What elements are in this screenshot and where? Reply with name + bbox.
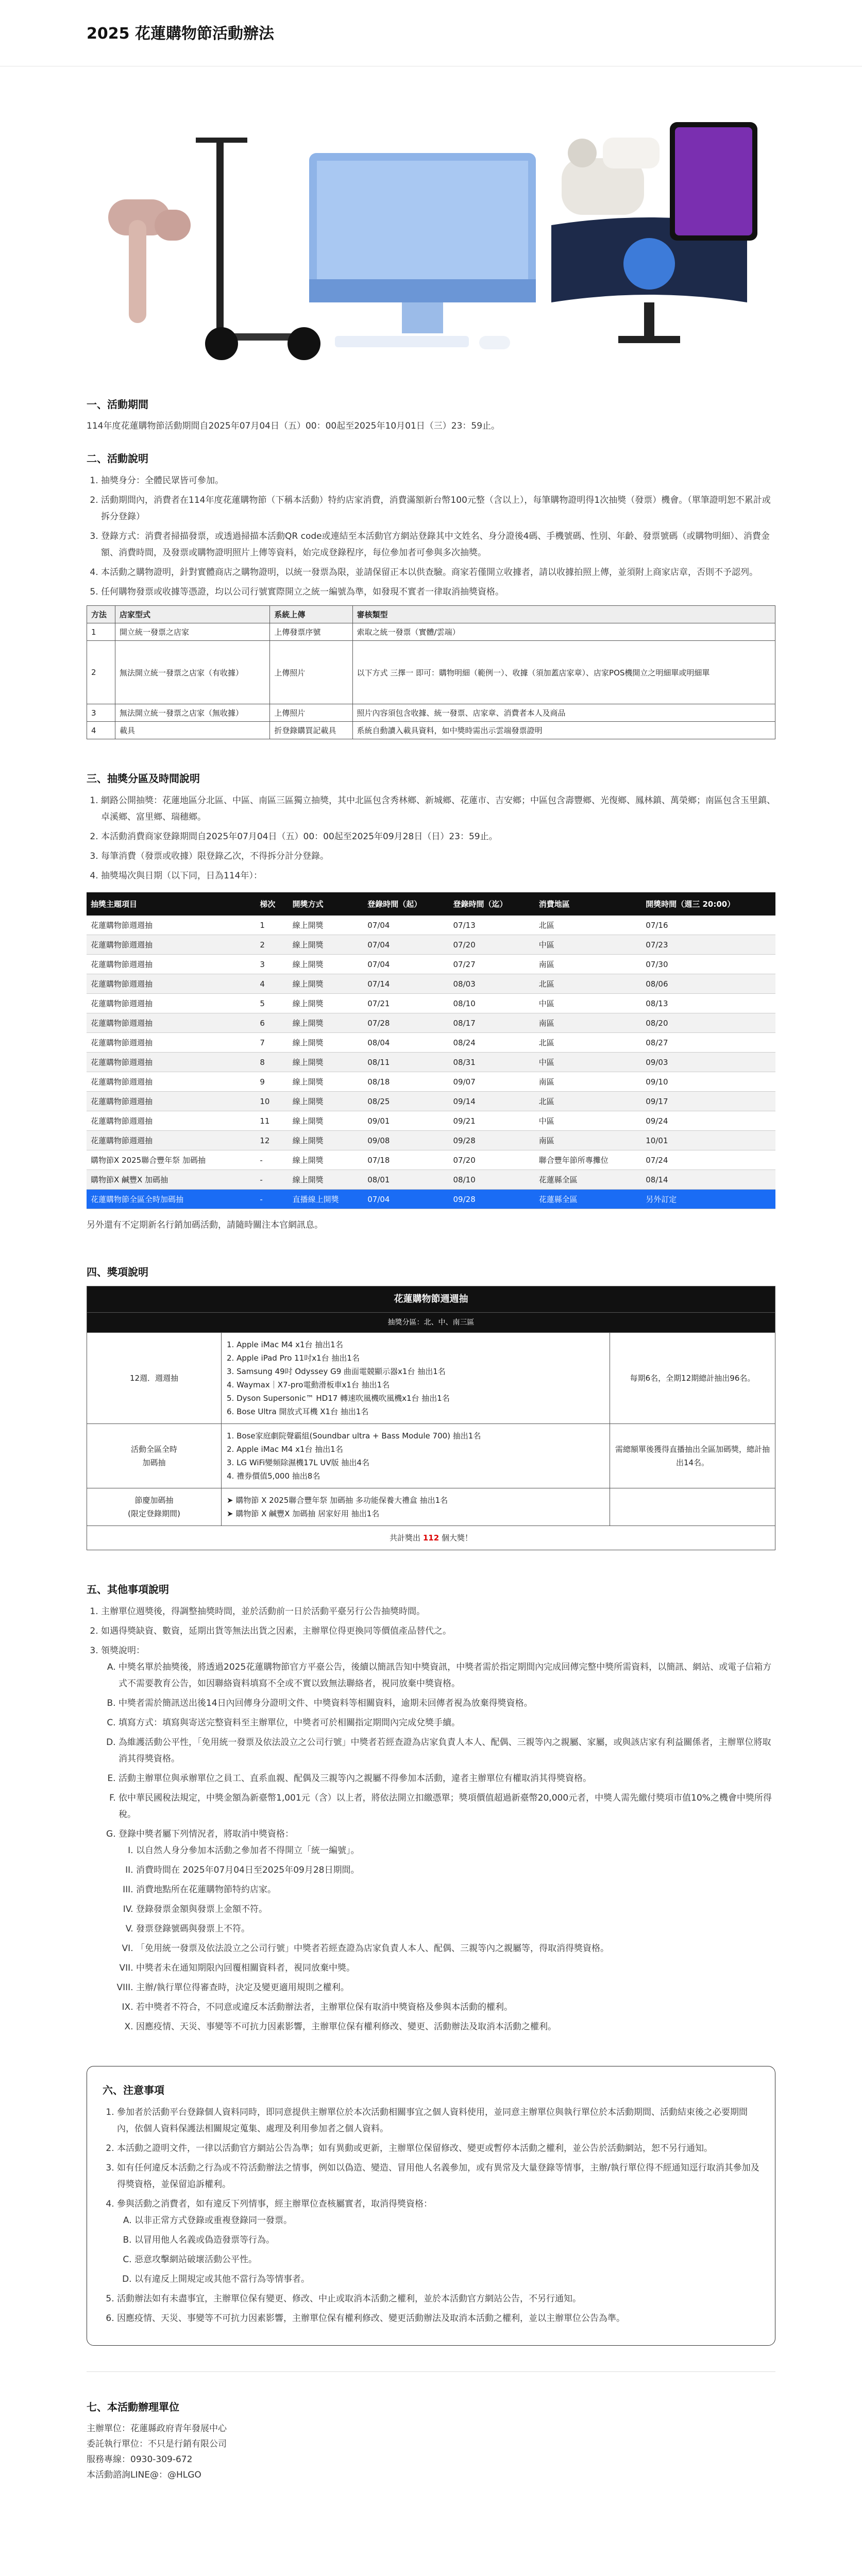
table-cell: 8 [256,1053,288,1072]
table-cell: 系統自動讀入載具資料，如中獎時需出示雲端發票證明 [352,722,775,739]
table-cell: 07/04 [363,955,449,974]
disqualify-sublist [119,1842,775,2035]
table-cell: 08/25 [363,1092,449,1111]
table-row [87,641,775,704]
table-cell: 08/31 [449,1053,535,1072]
draw-schedule-table [87,892,775,1209]
table-cell: 07/04 [363,935,449,955]
table-cell: 08/11 [363,1053,449,1072]
prizes-illustration [0,91,862,380]
table-row [87,1488,775,1526]
table-cell: 07/20 [449,935,535,955]
list-item: 5. 活動辦法如有未盡事宜，主辦單位保有變更、修改、中止或取消本活動之權利，並於本活動官方網站公告，不另行通知。 [117,2291,759,2307]
list-item: 2. 本活動消費商家登錄期間自2025年07月04日（五）00：00起至2025年09月28日（日）23：59止。 [101,828,775,845]
table-cell: 無法開立統一發票之店家（有收據） [115,641,269,704]
table-header: 系統上傳 [270,606,352,623]
table-cell: 無法開立統一發票之店家（無收據） [115,704,269,722]
table-row [87,1150,775,1170]
table-cell: 08/18 [363,1072,449,1092]
table-row [87,916,775,935]
list-item: III. 消費地點所在花蓮購物節特約店家。 [136,1882,775,1898]
notice-box [87,2066,775,2346]
table-header: 開獎方式 [289,892,364,916]
prize-items: ➤ 購物節 X 2025聯合豐年祭 加碼抽 多功能保養大禮盒 抽出1名 ➤ 購物節 X 鹹豐X 加碼抽 居家好用 抽出1名 [222,1488,610,1526]
list-item: B. 中獎者需於簡訊送出後14日內回傳身分證明文件、中獎資料等相關資料，逾期未回傳者視為放棄得獎資格。 [119,1695,775,1711]
total-number: 112 [422,1533,440,1543]
table-cell: 上傳照片 [270,641,352,704]
table-cell: 4 [256,974,288,994]
prize-label: 活動全區全時 加碼抽 [87,1424,222,1488]
table-header: 登錄時間（起） [363,892,449,916]
table-cell: 中區 [535,994,641,1013]
table-cell: 09/10 [641,1072,775,1092]
table-cell: 7 [256,1033,288,1053]
list-item: 3. 登錄方式：消費者掃描發票，或透過掃描本活動QR code或連結至本活動官方網站登錄其中文姓名、身分證後4碼、手機號碼、性別、年齡、發票號碼（或購物明細）、消費金額、消費時間，及發票或購物證明照片上傳等資料，始完成登錄程序，每位參加者可參與多次抽獎。 [101,528,775,561]
table-cell: 09/28 [449,1190,535,1209]
table-header: 審核類型 [352,606,775,623]
list-item: VII. 中獎者未在通知期限內回覆相關資料者，視同放棄中獎。 [136,1960,775,1976]
prize-table [87,1286,775,1550]
table-cell: 07/13 [449,916,535,935]
prize-items: 1. Apple iMac M4 x1台 抽出1名 2. Apple iPad Pro 11吋x1台 抽出1名 3. Samsung 49吋 Odyssey G9 曲面電競顯示器x1台 抽出1名 4. Waymax｜X7-pro電動滑板車x1台 抽出1名 5. Dyson Supersonic™ HD17 轉速吹風機吹風機x1台 抽出1名 6. Bose Ultra 開放式耳機 X1台 抽出1名 [222,1333,610,1424]
table-cell: 3 [87,704,115,722]
speaker-icon [603,138,660,168]
table-cell: 07/28 [363,1013,449,1033]
table-header: 抽獎主題項目 [87,892,256,916]
table-cell: 索取之統一發票（實體/雲端） [352,623,775,641]
table-cell: 08/06 [641,974,775,994]
table-cell: 07/30 [641,955,775,974]
table-cell: 線上開獎 [289,1111,364,1131]
table-cell: 08/04 [363,1033,449,1053]
table-cell: 07/18 [363,1150,449,1170]
table-cell: 直播線上開獎 [289,1190,364,1209]
total-prefix: 共計獎出 [390,1533,421,1543]
table-cell: 南區 [535,1072,641,1092]
prize-note: 需總額單後獲得直播抽出全區加碼獎，總計抽出14名。 [610,1424,775,1488]
table-cell: 07/20 [449,1150,535,1170]
table-cell: 09/07 [449,1072,535,1092]
table-row [87,955,775,974]
hair-dryer-icon [108,199,191,323]
table-row [87,1033,775,1053]
list-item: 1. 主辦單位週獎後，得調整抽獎時間，並於活動前一日於活動平臺另行公告抽獎時間。 [101,1603,775,1620]
list-item: C. 惡意攻擊網站破壞活動公平性。 [134,2251,759,2268]
list-item: 1. 網路公開抽獎：花蓮地區分北區、中區、南區三區獨立抽獎，其中北區包含秀林鄉、新城鄉、花蓮市、吉安鄉；中區包含壽豐鄉、光復鄉、鳳林鎮、萬榮鄉；南區包含玉里鎮、卓溪鄉、富里鄉、瑞穗鄉。 [101,792,775,825]
table-cell: 線上開獎 [289,994,364,1013]
table-row [87,1170,775,1190]
table-row [87,994,775,1013]
prize-note [610,1488,775,1526]
list-item: D. 為維護活動公平性，「免用統一發票及依法設立之公司行號」中獎者若經查證為店家負責人本人、配偶、三親等內之親屬、家屬，或與該店家有利益關係者，主辦單位將取消其得獎資格。 [119,1734,775,1767]
list-item: II. 消費時間在 2025年07月04日至2025年09月28日期間。 [136,1862,775,1878]
table-row [87,1092,775,1111]
table-row [87,1333,775,1424]
list-item-text: 登錄中獎者屬下列情況者，將取消中獎資格： [119,1829,294,1839]
list-item: 4. 本活動之購物證明，針對實體商店之購物證明，以統一發票為限，並請保留正本以供查驗。商家若僅開立收據者，請以收據拍照上傳，並須附上商家店章，否則不予認列。 [101,564,775,581]
table-cell: 花蓮縣全區 [535,1190,641,1209]
list-item: F. 依中華民國稅法規定，中獎金額為新臺幣1,001元（含）以上者，將依法開立扣繳憑單；獎項價值超過新臺幣20,000元者，中獎人需先繳付獎項市值10%之機會中獎所得稅。 [119,1790,775,1823]
organizer-line: 委託執行單位：不只是行銷有限公司 [87,2439,227,2449]
table-cell: 07/04 [363,1190,449,1209]
list-item: A. 以非正常方式登錄或重複登錄同一發票。 [134,2212,759,2229]
table-cell: 08/13 [641,994,775,1013]
table-cell: 08/27 [641,1033,775,1053]
table-header: 店家型式 [115,606,269,623]
table-cell: 07/14 [363,974,449,994]
table-cell: 1 [87,623,115,641]
list-item [119,1826,775,2035]
table-cell: 北區 [535,916,641,935]
prize-items: 1. Bose家庭劇院聲霸組(Soundbar ultra + Bass Module 700) 抽出1名 2. Apple iMac M4 x1台 抽出1名 3. LG WiFi變頻除濕機17L UV版 抽出4名 4. 禮券價值5,000 抽出8名 [222,1424,610,1488]
table-cell: 08/03 [449,974,535,994]
table-cell: 中區 [535,935,641,955]
table-cell: 08/17 [449,1013,535,1033]
table-row [87,935,775,955]
organizer-section [87,2371,775,2483]
table-cell: 6 [256,1013,288,1033]
table-row [87,704,775,722]
table-cell: 09/24 [641,1111,775,1131]
upload-method-table [87,605,775,739]
table-cell: 12 [256,1131,288,1150]
hero-prizes-image [0,91,862,380]
table-cell: 09/08 [363,1131,449,1150]
list-item: V. 發票登錄號碼與發票上不符。 [136,1921,775,1937]
table-cell: 1 [256,916,288,935]
table-cell: 花蓮購物節週週抽 [87,1111,256,1131]
list-item: 1. 抽獎身分：全體民眾皆可參加。 [101,472,775,489]
table-row [87,722,775,739]
table-row [87,1131,775,1150]
table-cell: 南區 [535,1131,641,1150]
table-cell: 線上開獎 [289,1033,364,1053]
list-item: 6. 因應疫情、天災、事變等不可抗力因素影響，主辦單位保有權利修改、變更活動辦法及取消本活動之權利，並以主辦單位公告為準。 [117,2310,759,2327]
list-item: IX. 若中獎者不符合，不同意或違反本活動辦法者，主辦單位保有取消中獎資格及參與本活動的權利。 [136,1999,775,2015]
table-cell: 載具 [115,722,269,739]
list-item: VI. 「免用統一發票及依法設立之公司行號」中獎者若經查證為店家負責人本人、配偶、三親等內之親屬等，得取消得獎資格。 [136,1940,775,1957]
table-cell: 10 [256,1092,288,1111]
list-item: D. 以有違反上開規定或其他不當行為等情事者。 [134,2271,759,2287]
tablet-icon [670,122,757,241]
table-cell: 4 [87,722,115,739]
table-cell: - [256,1150,288,1170]
table-cell: 09/17 [641,1092,775,1111]
table-cell: 3 [256,955,288,974]
table-row [87,1424,775,1488]
table-cell: 中區 [535,1053,641,1072]
table-cell: 花蓮購物節週週抽 [87,1092,256,1111]
table-cell: - [256,1190,288,1209]
prize-label: 12週．週週抽 [87,1333,222,1424]
list-item: 4. 抽獎場次與日期（以下同，日為114年）： [101,868,775,884]
table-cell: 5 [256,994,288,1013]
draw-note: 另外還有不定期新名行銷加碼活動，請隨時關注本官網訊息。 [87,1220,323,1230]
table-cell: 08/10 [449,994,535,1013]
section-organizer-title: 七、本活動辦理單位 [87,2401,179,2413]
organizer-line: 服務專線：0930-309-672 [87,2454,193,2465]
list-item: X. 因應疫情、天災、事變等不可抗力因素影響，主辦單位保有權利修改、變更、活動辦法及取消本活動之權利。 [136,2019,775,2035]
table-cell: 2 [256,935,288,955]
table-cell: 照片內容須包含收據、統一發票、店家章、消費者本人及商品 [352,704,775,722]
table-row [87,1190,775,1209]
table-cell: 花蓮購物節全區全時加碼抽 [87,1190,256,1209]
scooter-icon [196,138,320,360]
table-cell: 07/23 [641,935,775,955]
table-cell: 花蓮購物節週週抽 [87,955,256,974]
table-cell: 購物節X 2025聯合豐年祭 加碼抽 [87,1150,256,1170]
table-cell: 11 [256,1111,288,1131]
table-cell: 線上開獎 [289,1053,364,1072]
page-title: 2025 花蓮購物節活動辦法 [87,25,274,43]
table-cell: 線上開獎 [289,1150,364,1170]
list-item: 3. 如有任何違反本活動之行為或不符活動辦法之情事，例如以偽造、變造、冒用他人名義參加，或有異常及大量登錄等情事，主辦/執行單位得不經通知逕行取消其參加及得獎資格，並保留追訴權利。 [117,2160,759,2193]
table-cell: 北區 [535,974,641,994]
section-other-title: 五、其他事項說明 [87,1583,169,1596]
table-cell: 線上開獎 [289,1170,364,1190]
table-cell: 線上開獎 [289,935,364,955]
table-cell: 開立統一發票之店家 [115,623,269,641]
prize-table-title: 花蓮購物節週週抽 [87,1286,775,1313]
list-item-text: 參與活動之消費者，如有違反下列情事，經主辦單位查核屬實者，取消得獎資格： [117,2199,432,2209]
list-item: VIII. 主辦/執行單位得審查時，決定及變更適用規則之權利。 [136,1979,775,1996]
list-item: IV. 登錄發票金額與發票上金額不符。 [136,1901,775,1918]
table-cell: 線上開獎 [289,974,364,994]
table-header: 方法 [87,606,115,623]
table-row [87,1053,775,1072]
prize-table-subtitle: 抽獎分區：北、中、南三區 [87,1313,775,1333]
table-cell: 08/20 [641,1013,775,1033]
prize-note: 每期6名，全期12期總計抽出96名。 [610,1333,775,1424]
list-item: E. 活動主辦單位與承辦單位之員工、直系血親、配偶及三親等內之親屬不得參加本活動，違者主辦單位有權取消其得獎資格。 [119,1770,775,1787]
list-item: 5. 任何購物發票或收據等憑證，均以公司行號實際開立之統一編號為準，如發現不實者一律取消抽獎資格。 [101,584,775,600]
table-cell: 10/01 [641,1131,775,1150]
list-item: B. 以冒用他人名義或偽造發票等行為。 [134,2232,759,2248]
table-cell: 花蓮購物節週週抽 [87,1131,256,1150]
list-item [101,1642,775,2035]
table-cell: 08/14 [641,1170,775,1190]
table-cell: 花蓮縣全區 [535,1170,641,1190]
table-cell: 中區 [535,1111,641,1131]
table-cell: 線上開獎 [289,916,364,935]
table-cell: 線上開獎 [289,1092,364,1111]
table-cell: 上傳發票序號 [270,623,352,641]
notice-list [103,2104,759,2327]
table-cell: 9 [256,1072,288,1092]
table-cell: - [256,1170,288,1190]
claim-sublist [101,1659,775,2035]
section-draw-title: 三、抽獎分區及時間說明 [87,772,200,785]
table-cell: 2 [87,641,115,704]
table-cell: 09/01 [363,1111,449,1131]
organizer-line: 主辦單位：花蓮縣政府青年發展中心 [87,2424,227,2434]
table-cell: 08/01 [363,1170,449,1190]
page-header [0,0,862,66]
table-cell: 09/21 [449,1111,535,1131]
table-cell: 線上開獎 [289,1072,364,1092]
table-cell: 折登錄購買記載具 [270,722,352,739]
table-header: 開獎時間（週三 20:00） [641,892,775,916]
table-cell: 08/24 [449,1033,535,1053]
section-prizes-title: 四、獎項說明 [87,1266,148,1278]
table-cell: 花蓮購物節週週抽 [87,1013,256,1033]
table-cell: 花蓮購物節週週抽 [87,935,256,955]
list-item: A. 中獎名單於抽獎後，將透過2025花蓮購物節官方平臺公告，後續以簡訊告知中獎資訊，中獎者需於指定期間內完成回傳完整中獎所需資料，以簡訊、網站、或電子信箱方式不需要教育公告，如因聯絡資料填寫不全或不實以致無法聯絡者，視同放棄中獎資格。 [119,1659,775,1692]
list-item: 2. 本活動之證明文件，一律以活動官方網站公告為準；如有異動或更新，主辦單位保留修改、變更或暫停本活動之權利，並公告於活動網站，恕不另行通知。 [117,2140,759,2157]
table-cell: 09/03 [641,1053,775,1072]
table-cell: 上傳照片 [270,704,352,722]
table-cell: 07/21 [363,994,449,1013]
table-cell: 花蓮購物節週週抽 [87,916,256,935]
table-header: 消費地區 [535,892,641,916]
table-row [87,1111,775,1131]
section-period-title: 一、活動期間 [87,398,148,411]
organizer-line: 本活動諮詢LINE@：@HLGO [87,2470,201,2480]
section-period-text: 114年度花蓮購物節活動期間自2025年07月04日（五）00：00起至2025年10月01日（三）23：59止。 [87,421,500,431]
list-item: 2. 活動期間內，消費者在114年度花蓮購物節（下稱本活動）特約店家消費，消費滿額新台幣100元整（含以上），每筆購物證明得1次抽獎（發票）機會。（單筆證明恕不累計或拆分登錄） [101,492,775,525]
section-notice-title: 六、注意事項 [103,2084,164,2096]
table-cell: 花蓮購物節週週抽 [87,974,256,994]
table-cell: 08/10 [449,1170,535,1190]
draw-list [87,792,775,884]
list-item: 3. 每筆消費（發票或收據）限登錄乙次，不得拆分計分登錄。 [101,848,775,865]
other-list [87,1603,775,2035]
list-item: I. 以自然人身分參加本活動之參加者不得開立「統一編號」。 [136,1842,775,1859]
table-header: 梯次 [256,892,288,916]
table-cell: 線上開獎 [289,955,364,974]
table-cell: 另外訂定 [641,1190,775,1209]
list-item [117,2196,759,2287]
description-list [87,472,775,600]
prize-label: 節慶加碼抽 (限定登錄期間) [87,1488,222,1526]
imac-icon [309,153,536,349]
prize-total [87,1526,775,1550]
total-suffix: 個大獎！ [441,1533,472,1543]
table-row [87,1072,775,1092]
table-cell: 北區 [535,1033,641,1053]
table-cell: 購物節X 鹹豐X 加碼抽 [87,1170,256,1190]
table-row [87,623,775,641]
table-cell: 09/14 [449,1092,535,1111]
table-cell: 線上開獎 [289,1013,364,1033]
table-cell: 線上開獎 [289,1131,364,1150]
list-item: C. 填寫方式：填寫與寄送完整資料至主辦單位，中獎者可於相關指定期間內完成兌獎手續。 [119,1715,775,1731]
table-cell: 09/28 [449,1131,535,1150]
table-cell: 花蓮購物節週週抽 [87,1033,256,1053]
table-cell: 南區 [535,955,641,974]
list-item: 2. 如遇得獎缺資、數資，延期出貨等無法出貨之因素，主辦單位得更換同等價值產品替代之。 [101,1623,775,1639]
list-item: 1. 參加者於活動平台登錄個人資料同時，即同意提供主辦單位於本次活動相關事宜之個人資料使用，並同意主辦單位與執行單位於本活動期間、活動結束後之必要期間內，依個人資料保護法相關規定蒐集、處理及利用參加者之個人資料。 [117,2104,759,2137]
table-row [87,1013,775,1033]
table-cell: 花蓮購物節週週抽 [87,1072,256,1092]
table-cell: 07/24 [641,1150,775,1170]
table-cell: 花蓮購物節週週抽 [87,1053,256,1072]
table-cell: 以下方式 三擇一 即可：購物明細（範例一）、收據（須加蓋店家章）、店家POS機開立之明細單或明細單 [352,641,775,704]
table-cell: 07/27 [449,955,535,974]
table-cell: 聯合豐年節所專攤位 [535,1150,641,1170]
table-cell: 07/04 [363,916,449,935]
table-row [87,974,775,994]
table-cell: 南區 [535,1013,641,1033]
table-cell: 07/16 [641,916,775,935]
list-item-text: 領獎說明： [101,1646,145,1656]
violation-sublist [117,2212,759,2287]
table-header: 登錄時間（迄） [449,892,535,916]
section-description-title: 二、活動說明 [87,452,148,465]
table-cell: 花蓮購物節週週抽 [87,994,256,1013]
table-cell: 北區 [535,1092,641,1111]
